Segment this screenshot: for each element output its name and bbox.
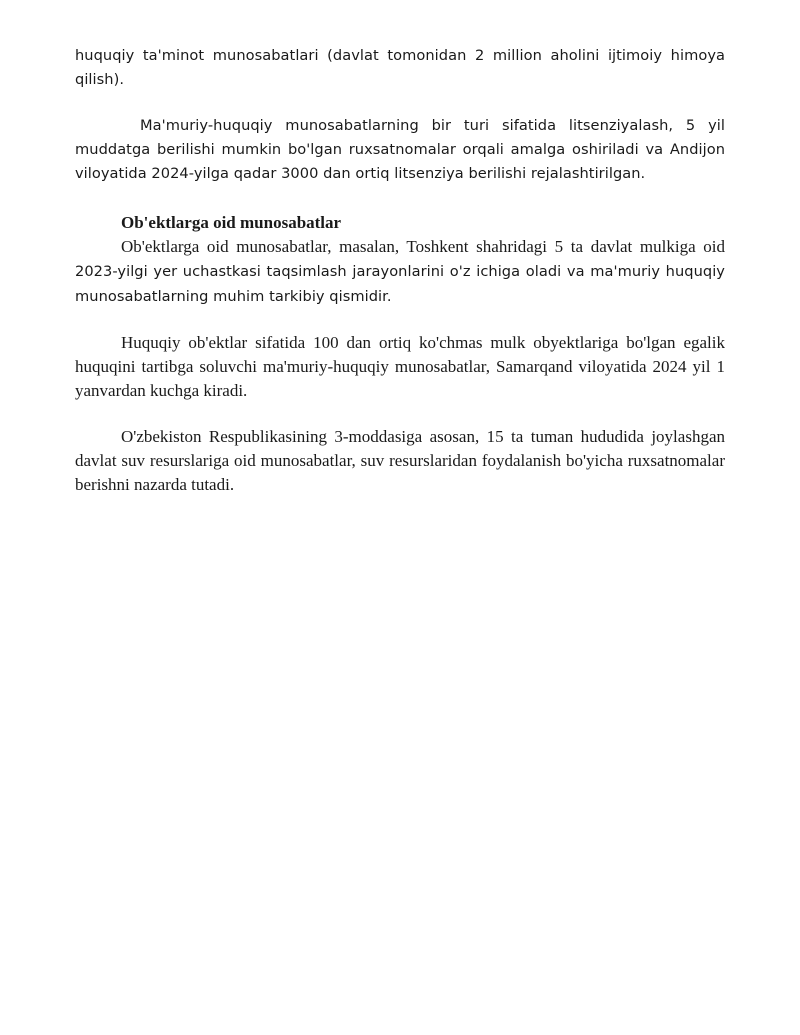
paragraph-property-part2: yil 1 yanvardan kuchga kiradi. (75, 357, 725, 400)
paragraph-property-part1: Huquqiy ob'ektlar sifatida 100 dan ortiq ko'chmas mulk obyektlariga bo'lgan egalik huquqini tartibga soluvchi ma'muriy-huquqiy munosabatlar, Samarqand viloyatida 2024 (75, 333, 725, 376)
paragraph-objects-part2: 2023-yilgi yer uchastkasi taqsimlash jarayonlarini o'z ichiga oladi va ma'muriy huquqiy munosabatlarning muhim tarkibiy qismidir. (75, 263, 725, 305)
paragraph-objects-part1: Ob'ektlarga oid munosabatlar, masalan, Toshkent shahridagi 5 ta davlat mulkiga oid (121, 237, 725, 256)
paragraph-water-resources: O'zbekiston Respublikasining 3-moddasiga asosan, 15 ta tuman hududida joylashgan davlat suv resurslariga oid munosabatlar, suv resurslaridan foydalanish bo'yicha ruxsatnomalar berishni nazarda tutadi. (75, 427, 725, 494)
paragraph-objects (75, 235, 725, 309)
section-heading: Ob'ektlarga oid munosabatlar (121, 213, 342, 232)
paragraph-licensing: Ma'muriy-huquqiy munosabatlarning bir turi sifatida litsenziyalash, 5 yil muddatga berilishi mumkin bo'lgan ruxsatnomalar orqali amalga oshiriladi va Andijon viloyatida 2024-yilga qadar 3000 dan ortiq litsenziya berilishi rejalashtirilgan. (75, 117, 725, 182)
paragraph-continuation: huquqiy ta'minot munosabatlari (davlat tomonidan 2 million aholini ijtimoiy himoya qilish). (75, 47, 725, 88)
paragraph-property (75, 331, 725, 403)
document-body (75, 44, 725, 497)
